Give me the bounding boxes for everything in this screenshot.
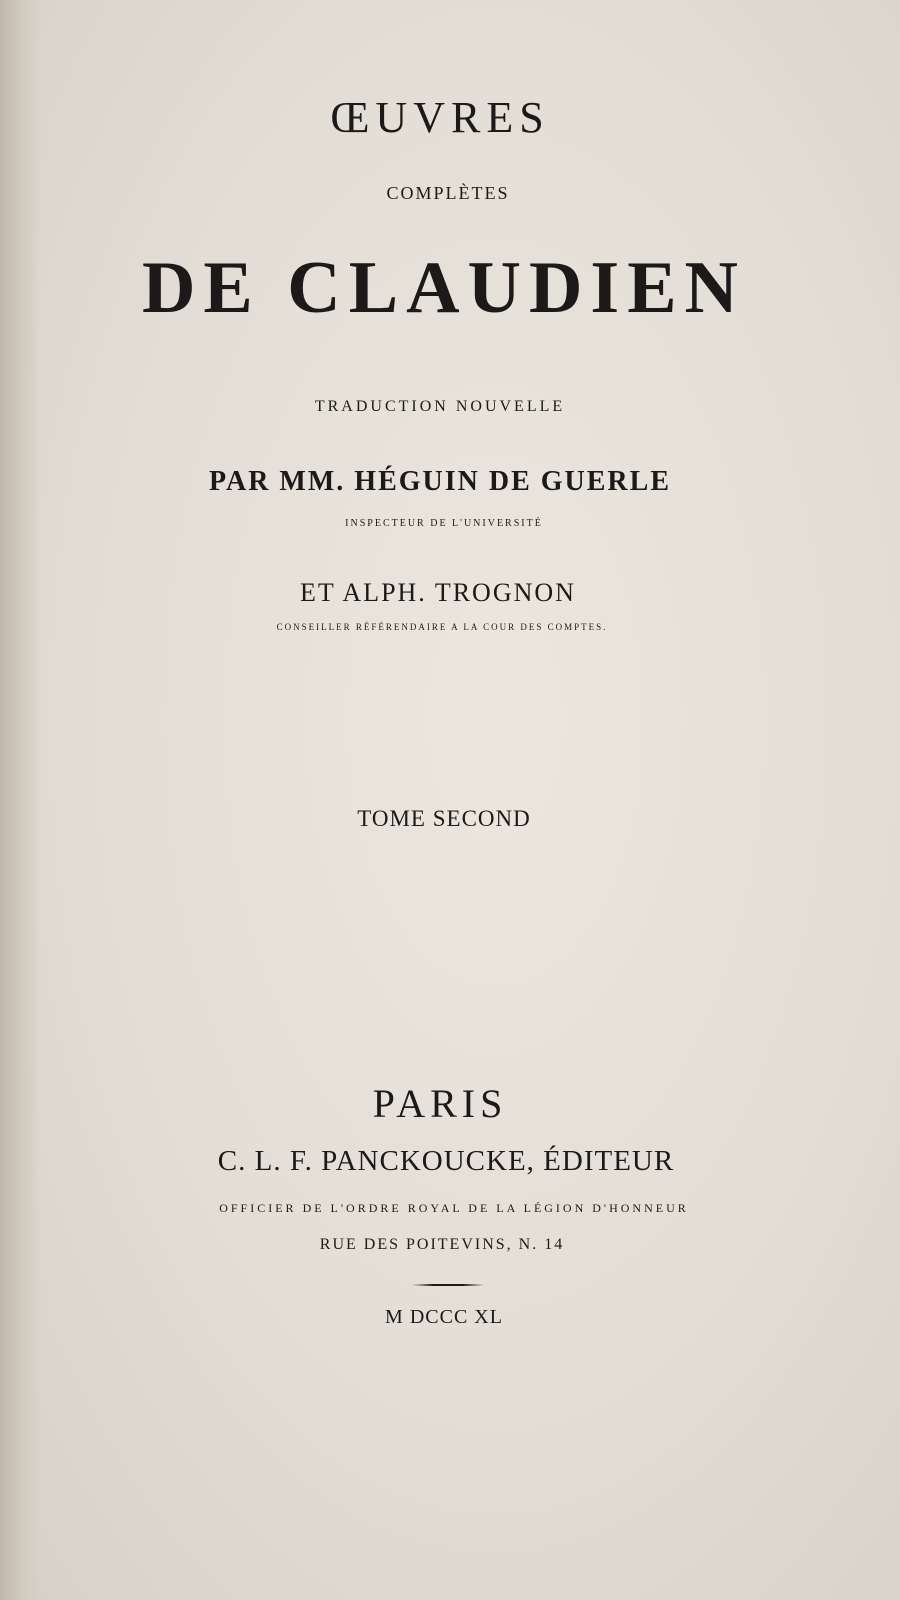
title-author: DE CLAUDIEN bbox=[141, 247, 746, 329]
volume-label: TOME SECOND bbox=[357, 806, 531, 831]
title-oeuvres: ŒUVRES bbox=[330, 93, 550, 142]
translator-1-title: INSPECTEUR DE L'UNIVERSITÉ bbox=[345, 518, 543, 529]
translation-note: TRADUCTION NOUVELLE bbox=[314, 398, 566, 415]
imprint-publisher: C. L. F. PANCKOUCKE, ÉDITEUR bbox=[217, 1145, 675, 1177]
ornamental-rule bbox=[412, 1284, 484, 1286]
title-completes: COMPLÈTES bbox=[386, 183, 510, 203]
translator-1: PAR MM. HÉGUIN DE GUERLE bbox=[208, 466, 672, 497]
imprint-city: PARIS bbox=[372, 1081, 508, 1126]
publisher-title: OFFICIER DE L'ORDRE ROYAL DE LA LÉGION D'HONNEUR bbox=[219, 1201, 689, 1215]
imprint-year: M DCCC XL bbox=[385, 1306, 503, 1328]
publisher-address: RUE DES POITEVINS, N. 14 bbox=[319, 1236, 565, 1253]
translator-2-title: CONSEILLER RÉFÉRENDAIRE A LA COUR DES COMPTES. bbox=[276, 622, 608, 632]
translator-2: ET ALPH. TROGNON bbox=[300, 578, 576, 607]
page-gutter-shadow bbox=[0, 0, 42, 1600]
